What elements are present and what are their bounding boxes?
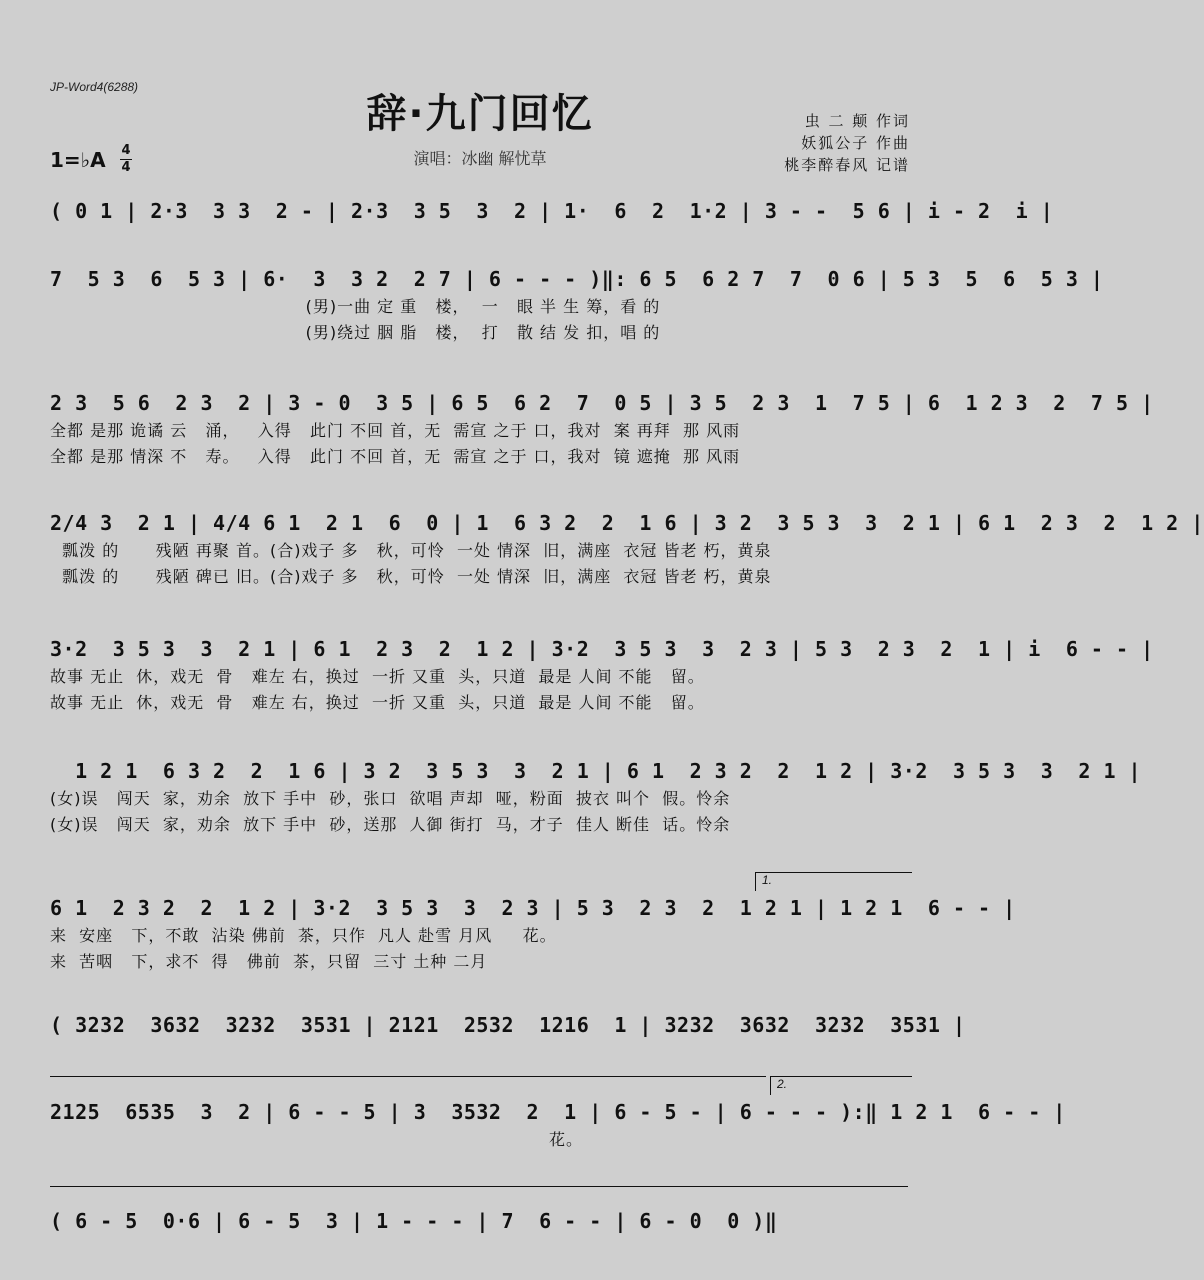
notes-line: ( 6 - 5 0·6 | 6 - 5 3 | 1 - - - | 7 6 - - | 6 - 0 0 )‖ [50, 1209, 778, 1233]
notes-line: 1 2 1 6 3 2 2 1 6 | 3 2 3 5 3 3 2 1 | 6 1 2 3 2 2 1 2 | 3·2 3 5 3 3 2 1 | [50, 759, 1142, 783]
notes-line: 2 3 5 6 2 3 2 | 3 - 0 3 5 | 6 5 6 2 7 0 5 | 3 5 2 3 1 7 5 | 6 1 2 3 2 7 5 | [50, 391, 1154, 415]
score-row-3 [50, 388, 1154, 470]
lyric-verse-2: 瓢泼 的 残陋 碑已 旧。(合)戏子 多 秋，可怜 一处 情深 旧，满座 衣冠 皆老 朽，黄泉 [50, 567, 772, 586]
transcriber-credit: 桃李醉春风 记谱 [784, 156, 910, 174]
score-row-6 [50, 756, 1142, 838]
time-top: 4 [121, 143, 131, 158]
notes-line: 6 1 2 3 2 2 1 2 | 3·2 3 5 3 3 2 3 | 5 3 2 3 2 1 2 1 | 1 2 1 6 - - | [50, 896, 1016, 920]
notes-line: 2125 6535 3 2 | 6 - - 5 | 3 3532 2 1 | 6 - 5 - | 6 - - - ):‖ 1 2 1 6 - - | [50, 1100, 1066, 1124]
staff-frame-line [50, 1186, 908, 1187]
time-signature [120, 144, 132, 175]
volta-1-bracket: 1. [755, 872, 912, 891]
lyric-verse-2: (男)绕过 胭 脂 楼， 打 散 结 发 扣，唱 的 [50, 323, 661, 342]
composer-credit: 妖狐公子 作曲 [801, 134, 910, 152]
lyric-verse-1: 来 安座 下，不敢 沾染 佛前 茶，只作 凡人 赴雪 月风 花。 [50, 926, 557, 945]
time-bottom: 4 [121, 160, 131, 175]
notes-line: 3·2 3 5 3 3 2 1 | 6 1 2 3 2 1 2 | 3·2 3 5 3 3 2 3 | 5 3 2 3 2 1 | i 6 - - | [50, 637, 1154, 661]
notes-line: ( 3232 3632 3232 3531 | 2121 2532 1216 1 | 3232 3632 3232 3531 | [50, 1013, 966, 1037]
key-signature: 1=♭A [50, 148, 106, 172]
song-title: 辞·九门回忆 [366, 91, 594, 137]
lyric-verse-1: 故事 无止 休，戏无 骨 难左 右，换过 一折 又重 头，只道 最是 人间 不能 留。 [50, 667, 705, 686]
score-row-2 [50, 264, 1104, 346]
lyric-verse-1: 花。 [50, 1130, 584, 1149]
lyric-verse-1: 全都 是那 诡谲 云 涌， 入得 此门 不回 首，无 需宣 之于 口，我对 案 再拜 那 风雨 [50, 421, 741, 440]
notes-line: ( 0 1 | 2·3 3 3 2 - | 2·3 3 5 3 2 | 1· 6 2 1·2 | 3 - - 5 6 | i - 2 i | [50, 199, 1054, 223]
lyric-verse-1: 瓢泼 的 残陋 再聚 首。(合)戏子 多 秋，可怜 一处 情深 旧，满座 衣冠 皆老 朽，黄泉 [50, 541, 772, 560]
notes-line: 7 5 3 6 5 3 | 6· 3 3 2 2 7 | 6 - - - )‖: 6 5 6 2 7 7 0 6 | 5 3 5 6 5 3 | [50, 267, 1104, 291]
lyricist-credit: 虫 二 颠 作词 [804, 112, 910, 130]
lyric-verse-1: (男)一曲 定 重 楼， 一 眼 半 生 筹，看 的 [50, 297, 661, 316]
score-row-1 [50, 196, 1054, 226]
credits [784, 110, 910, 176]
volta-2-bracket: 2. [770, 1076, 912, 1095]
score-row-9 [50, 1097, 1066, 1153]
staff-frame-line [50, 1076, 766, 1077]
lyric-verse-2: (女)误 闯天 家，劝余 放下 手中 砂，送那 人御 街打 马，才子 佳人 断佳 话。怜余 [50, 815, 731, 834]
lyric-verse-2: 来 苦咽 下，求不 得 佛前 茶，只留 三寸 土种 二月 [50, 952, 488, 971]
score-row-7 [50, 893, 1016, 975]
score-row-5 [50, 634, 1154, 716]
score-row-4 [50, 508, 1204, 590]
singer-credit: 演唱：冰幽 解忧草 [413, 149, 547, 168]
lyric-verse-2: 全都 是那 情深 不 寿。 入得 此门 不回 首，无 需宣 之于 口，我对 镜 遮掩 那 风雨 [50, 447, 741, 466]
score-row-8 [50, 1010, 966, 1040]
score-row-10 [50, 1206, 910, 1236]
notes-line: 2/4 3 2 1 | 4/4 6 1 2 1 6 0 | 1 6 3 2 2 1 6 | 3 2 3 5 3 3 2 1 | 6 1 2 3 2 1 2 | [50, 511, 1204, 535]
software-tag: JP-Word4(6288) [50, 80, 139, 94]
lyric-verse-2: 故事 无止 休，戏无 骨 难左 右，换过 一折 又重 头，只道 最是 人间 不能 留。 [50, 693, 705, 712]
lyric-verse-1: (女)误 闯天 家，劝余 放下 手中 砂，张口 欲唱 声却 哑，粉面 披衣 叫个 假。怜余 [50, 789, 731, 808]
